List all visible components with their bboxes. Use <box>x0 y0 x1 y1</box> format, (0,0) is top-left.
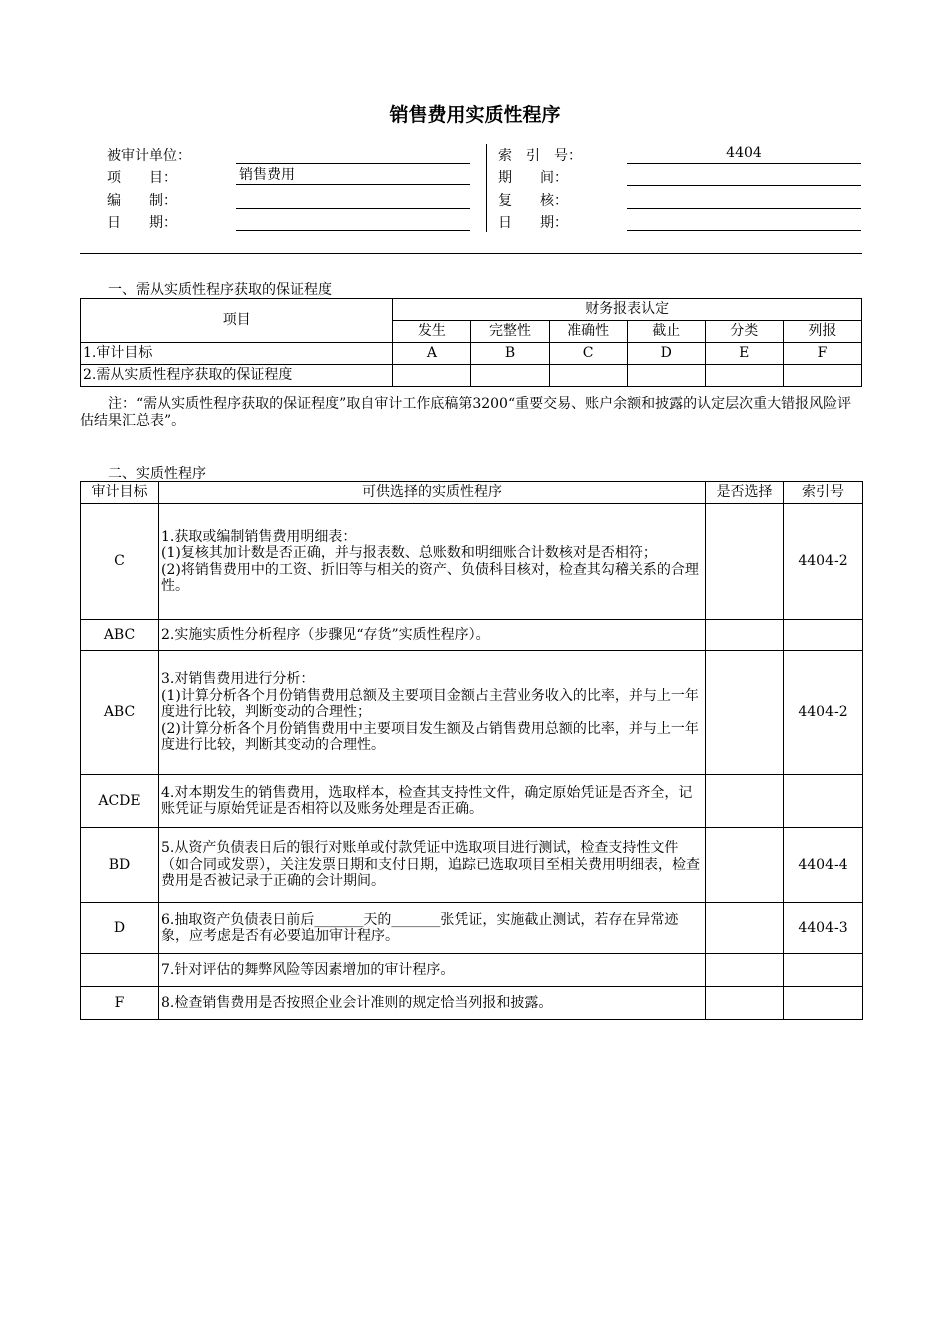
date-field-right[interactable] <box>627 211 861 231</box>
assurance-input-cell[interactable] <box>627 365 705 387</box>
col-header-procedure: 可供选择的实质性程序 <box>159 482 706 504</box>
row-procedure: 5.从资产负债表日后的银行对账单或付款凭证中选取项目进行测试，检查支持性文件（如合同或发票），关注发票日期和支付日期，追踪已选取项目至相关费用明细表，检查费用是否被记录于正确的会计期间。 <box>159 828 706 903</box>
row-target: ACDE <box>81 775 159 828</box>
section2-heading: 二、实质性程序 <box>108 466 206 482</box>
prepared-label: 编 制： <box>107 193 177 209</box>
row-index <box>784 987 863 1020</box>
row-audit-target-label: 1.审计目标 <box>81 343 393 365</box>
assertion-classification: 分类 <box>705 321 783 343</box>
row-target: D <box>81 903 159 954</box>
table-row <box>81 504 863 620</box>
row-selected[interactable] <box>706 651 784 775</box>
header-divider <box>486 144 487 232</box>
assurance-input-cell[interactable] <box>393 365 471 387</box>
row-index: 4404-2 <box>784 651 863 775</box>
col-header-selected: 是否选择 <box>706 482 784 504</box>
row-target: BD <box>81 828 159 903</box>
row-target: C <box>81 504 159 620</box>
assertion-header: 财务报表认定 <box>393 299 862 321</box>
row-index: 4404-3 <box>784 903 863 954</box>
assertion-presentation: 列报 <box>783 321 861 343</box>
row-target: ABC <box>81 620 159 651</box>
assertion-accuracy: 准确性 <box>549 321 627 343</box>
assertion-completeness: 完整性 <box>471 321 549 343</box>
index-label: 索 引 号： <box>498 148 582 164</box>
table-row <box>81 954 863 987</box>
index-field[interactable]: 4404 <box>627 144 861 164</box>
row-target: ABC <box>81 651 159 775</box>
target-cell: D <box>627 343 705 365</box>
row-selected[interactable] <box>706 987 784 1020</box>
header-bottom-rule <box>80 253 862 254</box>
row-target: F <box>81 987 159 1020</box>
row-index: 4404-2 <box>784 504 863 620</box>
item-label: 项 目： <box>107 170 177 186</box>
row-index <box>784 775 863 828</box>
assertion-occurrence: 发生 <box>393 321 471 343</box>
review-label: 复 核： <box>498 193 568 209</box>
row-selected[interactable] <box>706 954 784 987</box>
review-field[interactable] <box>627 189 861 209</box>
row-procedure: 3.对销售费用进行分析： (1)计算分析各个月份销售费用总额及主要项目金额占主营业务收入的比率，并与上一年度进行比较，判断变动的合理性； (2)计算分析各个月份销售费用中主要项目发生额及占销售费用总额的比率，并与上一年度进行比较，判断其变动的合理性。 <box>159 651 706 775</box>
assurance-table <box>80 298 862 387</box>
target-cell: B <box>471 343 549 365</box>
target-cell: E <box>705 343 783 365</box>
page-title: 销售费用实质性程序 <box>389 104 561 126</box>
row-index: 4404-4 <box>784 828 863 903</box>
table-row <box>81 620 863 651</box>
date-field-left[interactable] <box>236 211 470 231</box>
period-label: 期 间： <box>498 170 568 186</box>
table-row <box>81 775 863 828</box>
row-procedure: 7.针对评估的舞弊风险等因素增加的审计程序。 <box>159 954 706 987</box>
col-header-target: 审计目标 <box>81 482 159 504</box>
target-cell: C <box>549 343 627 365</box>
date-label-right: 日 期： <box>498 215 568 231</box>
row-procedure: 1.获取或编制销售费用明细表： (1)复核其加计数是否正确，并与报表数、总账数和明细账合计数核对是否相符； (2)将销售费用中的工资、折旧等与相关的资产、负债科目核对，检查其勾稽关系的合理性。 <box>159 504 706 620</box>
assurance-input-cell[interactable] <box>705 365 783 387</box>
section1-note: 注：“需从实质性程序获取的保证程度”取自审计工作底稿第3200“重要交易、账户余额和披露的认定层次重大错报风险评估结果汇总表”。 <box>80 396 852 429</box>
assurance-input-cell[interactable] <box>471 365 549 387</box>
row-procedure: 4.对本期发生的销售费用，选取样本，检查其支持性文件，确定原始凭证是否齐全，记账凭证与原始凭证是否相符以及账务处理是否正确。 <box>159 775 706 828</box>
assurance-input-cell[interactable] <box>549 365 627 387</box>
audited-unit-field[interactable] <box>236 144 470 164</box>
table-row <box>81 828 863 903</box>
target-cell: F <box>783 343 861 365</box>
row-selected[interactable] <box>706 828 784 903</box>
row-selected[interactable] <box>706 903 784 954</box>
table-row <box>81 651 863 775</box>
procedures-table <box>80 481 863 1020</box>
item-header: 项目 <box>81 299 393 343</box>
assurance-input-cell[interactable] <box>783 365 861 387</box>
item-field[interactable]: 销售费用 <box>236 166 470 185</box>
col-header-index: 索引号 <box>784 482 863 504</box>
table-row <box>81 903 863 954</box>
row-assurance-label: 2.需从实质性程序获取的保证程度 <box>81 365 393 387</box>
row-target <box>81 954 159 987</box>
prepared-field[interactable] <box>236 189 470 209</box>
row-procedure: 8.检查销售费用是否按照企业会计准则的规定恰当列报和披露。 <box>159 987 706 1020</box>
row-procedure: 6.抽取资产负债表日前后_______天的_______张凭证，实施截止测试，若存在异常迹象，应考虑是否有必要追加审计程序。 <box>159 903 706 954</box>
row-selected[interactable] <box>706 504 784 620</box>
target-cell: A <box>393 343 471 365</box>
row-index <box>784 954 863 987</box>
table-row <box>81 987 863 1020</box>
date-label-left: 日 期： <box>107 215 177 231</box>
audited-unit-label: 被审计单位： <box>107 148 191 164</box>
row-selected[interactable] <box>706 775 784 828</box>
row-procedure: 2.实施实质性分析程序（步骤见“存货”实质性程序）。 <box>159 620 706 651</box>
period-field[interactable] <box>627 166 861 186</box>
section1-heading: 一、需从实质性程序获取的保证程度 <box>108 282 332 298</box>
row-selected[interactable] <box>706 620 784 651</box>
assertion-cutoff: 截止 <box>627 321 705 343</box>
row-index <box>784 620 863 651</box>
